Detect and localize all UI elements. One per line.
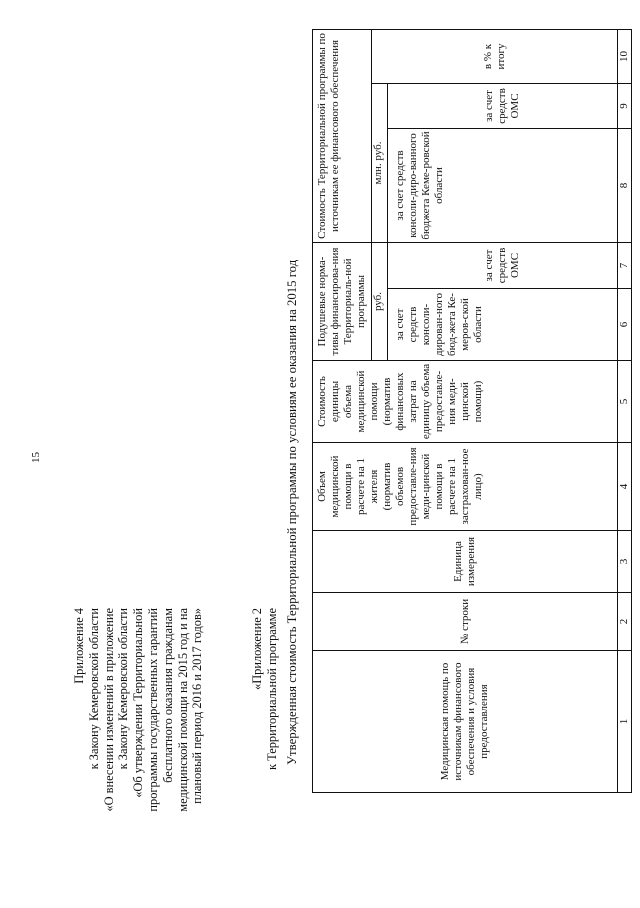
appendix-line: медицинской помощи на 2015 год и на (175, 608, 190, 812)
header-group-cost: Стоимость Территориальной программы по источникам ее финансового обеспечения (313, 29, 372, 242)
appendix-line: бесплатного оказания гражданам (160, 608, 175, 783)
column-number: 7 (618, 242, 632, 288)
appendix-line: программы государственных гарантий (145, 608, 160, 812)
appendix-line: плановый период 2016 и 2017 годов» (190, 608, 205, 804)
column-number: 6 (618, 289, 632, 361)
header-col-10: в % к итогу (372, 29, 618, 83)
appendix-line: к Закону Кемеровской области (116, 608, 131, 770)
column-number: 5 (618, 361, 632, 443)
appendix-line: «Об утверждении Территориальной (131, 608, 146, 798)
header-col-6: за счет средств консоли-дирован-ного бюд-жета Ке-меров-ской области (388, 289, 618, 361)
column-number: 4 (618, 443, 632, 531)
column-number: 3 (618, 531, 632, 593)
appendix-2-header (250, 608, 280, 908)
header-col-1: Медицинская помощь по источникам финансового обеспечения и условия предоставления (313, 651, 618, 793)
header-col-7: за счет средств ОМС (388, 242, 618, 288)
header-col-5: Стоимость единицы объема медицинской помощи (норматив финансовых затрат на единицу объема предоставле-ния меди-цинской помощи) (313, 361, 618, 443)
header-col-3: Единица измерения (313, 531, 618, 593)
cost-table (312, 29, 632, 793)
column-number: 2 (618, 593, 632, 651)
appendix-line: к Территориальной программе (264, 608, 279, 770)
column-number: 1 (618, 651, 632, 793)
document-title: Утвержденная стоимость Территориальной программы по условиям ее оказания на 2015 год (285, 259, 299, 765)
header-col-2: № строки (313, 593, 618, 651)
page-number: 15 (30, 452, 42, 463)
header-cost-unit: млн. руб. (372, 83, 388, 242)
appendix-line: «О внесении изменений в приложение (101, 608, 116, 812)
appendix-line: «Приложение 2 (250, 608, 264, 690)
header-col-8: за счет средств консоли-диро-ванного бюджета Кеме-ровской области (388, 128, 618, 242)
appendix-line: к Закону Кемеровской области (86, 608, 101, 770)
column-number: 9 (618, 83, 632, 128)
header-col-9: за счет средств ОМС (388, 83, 618, 128)
header-group-norms: Подушевые норма-тивы финансирова-ния Территориаль-ной программы (313, 242, 372, 360)
column-number: 8 (618, 128, 632, 242)
appendix-line: Приложение 4 (72, 608, 86, 684)
header-norms-unit: руб. (372, 242, 388, 360)
header-col-4: Объем медицинской помощи в расчете на 1 жителя (норматив объемов предоставле-ния меди-цинской помощи в расчете на 1 застрахован-ное лицо) (313, 443, 618, 531)
column-number: 10 (618, 29, 632, 83)
appendix-4-header (72, 608, 205, 908)
